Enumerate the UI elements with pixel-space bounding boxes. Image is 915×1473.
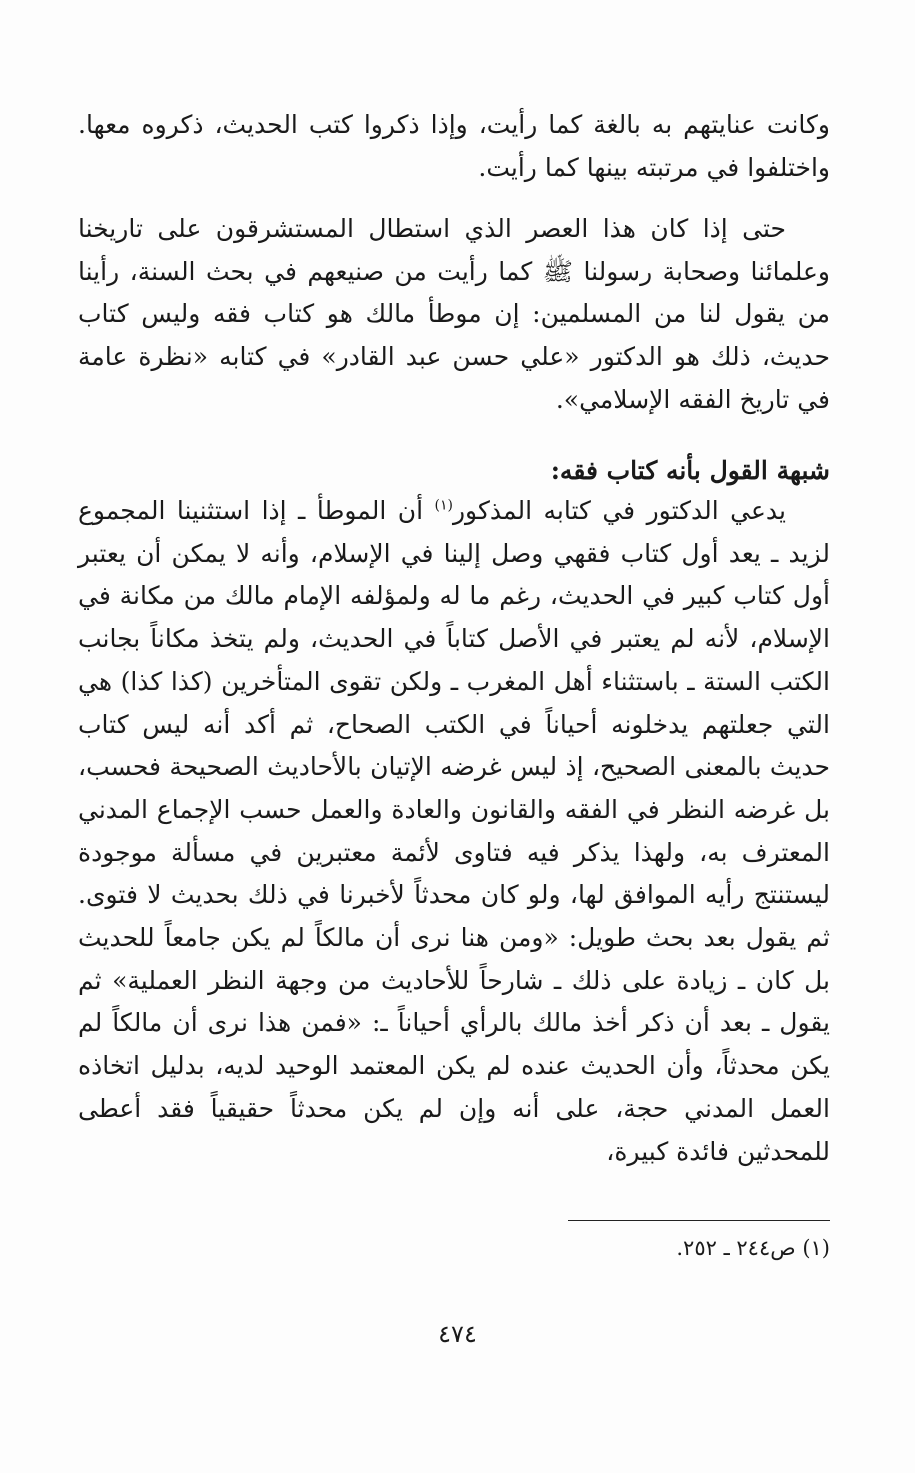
paragraph-3-rest: أن الموطأ ـ إذا استثنينا المجموع لزيد ـ يعد أول كتاب فقهي وصل إلينا في الإسلام، وأنه لا يمكن أن يعتبر أول كتاب كبير في الحديث، رغم ما له ولمؤلفه الإمام مالك من مكانة في الإسلام، لأنه لم يعتبر في الأصل كتاباً في الحديث، ولم يتخذ مكاناً بجانب الكتب الستة ـ باستثناء أهل المغرب ـ ولكن تقوى المتأخرين (كذا كذا) هي التي جعلتهم يدخلونه أحياناً في الكتب الصحاح، ثم أكد أنه ليس كتاب حديث بالمعنى الصحيح، إذ ليس غرضه الإتيان بالأحاديث الصحيحة فحسب، بل غرضه النظر في الفقه والقانون والعادة والعمل حسب الإجماع المدني المعترف به، ولهذا يذكر فيه فتاوى لأئمة معتبرين في مسألة موجودة ليستنتج رأيه الموافق لها، ولو كان محدثاً لأخبرنا في ذلك بحديث لا فتوى. ثم يقول بعد بحث طويل: «ومن هنا نرى أن مالكاً لم يكن جامعاً للحديث بل كان ـ زيادة على ذلك ـ شارحاً للأحاديث من وجهة النظر العملية» ثم يقول ـ بعد أن ذكر أخذ مالك بالرأي أحياناً ـ: «فمن هذا نرى أن مالكاً لم يكن محدثاً، وأن الحديث عنده لم يكن المعتمد الوحيد لديه، بدليل اتخاذه العمل المدني حجة، على أنه وإن لم يكن محدثاً حقيقياً فقد أعطى للمحدثين فائدة كبيرة، [78,496,830,1166]
footnote-marker[interactable]: (١) [434,497,453,514]
section-heading: شبهة القول بأنه كتاب فقه: [550,456,830,485]
paragraph-3 [78,490,830,1173]
paragraph-1: وكانت عنايتهم به بالغة كما رأيت، وإذا ذكروا كتب الحديث، ذكروه معها. واختلفوا في مرتبته بينها كما رأيت. [78,110,830,182]
paragraph-2-text: حتى إذا كان هذا العصر الذي استطال المستشرقون على تاريخنا وعلمائنا وصحابة رسولنا ﷺ كما رأيت من صنيعهم في بحث السنة، رأينا من يقول لنا من المسلمين: إن موطأ مالك هو كتاب فقه وليس كتاب حديث، ذلك هو الدكتور «علي حسن عبد القادر» في كتابه «نظرة عامة في تاريخ الفقه الإسلامي». [78,214,830,414]
footnote-separator [568,1220,830,1221]
paragraph-3-start: يدعي الدكتور في كتابه المذكور [452,496,787,525]
footnote: (١) ص٢٤٤ ـ ٢٥٢. [676,1236,830,1260]
page-number: ٤٧٤ [438,1320,477,1348]
paragraph-2 [78,208,830,422]
